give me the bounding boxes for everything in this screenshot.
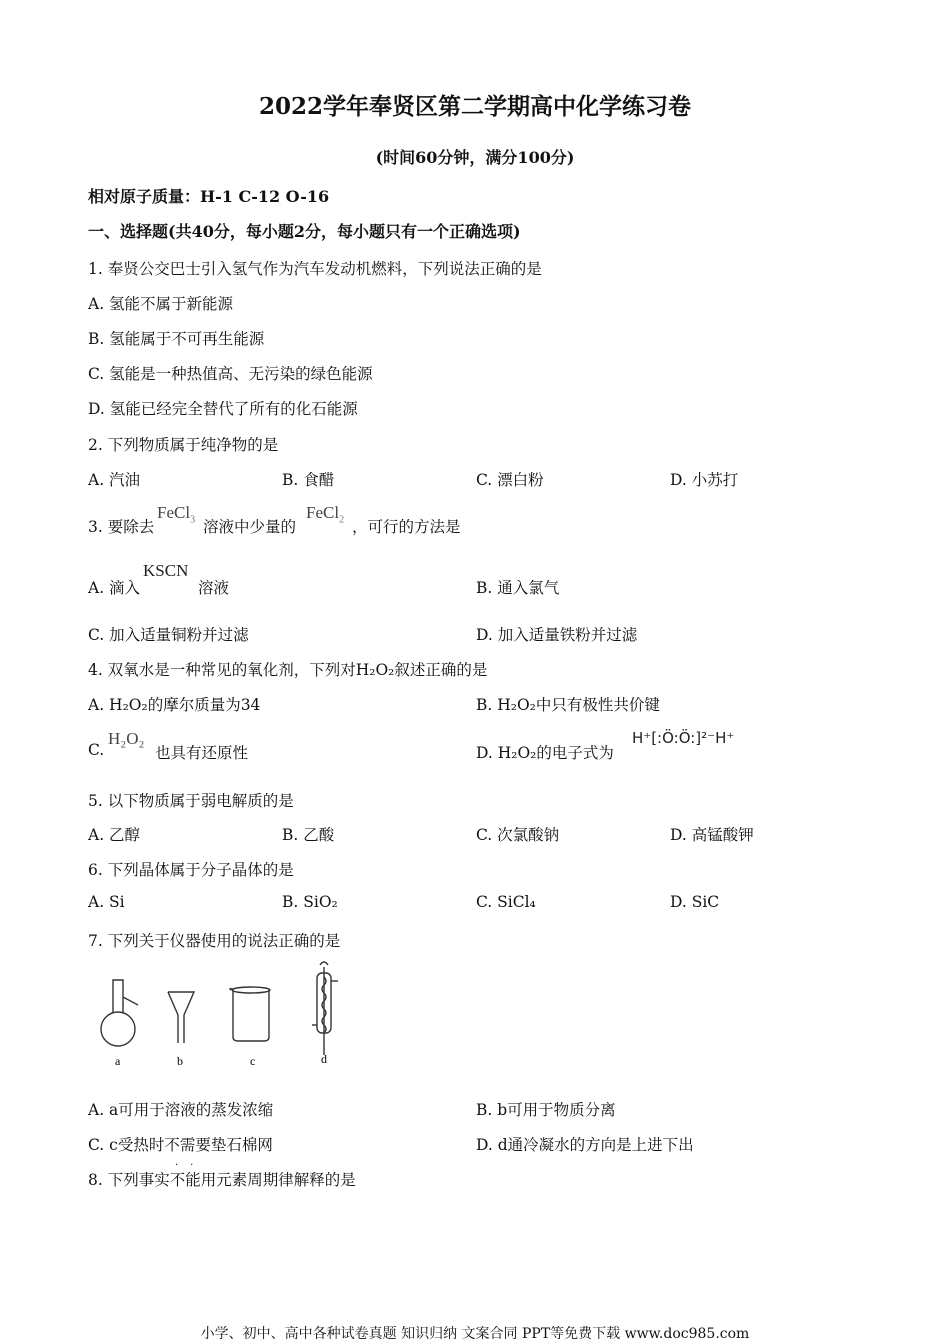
q3-stem-post: ，可行的方法是 [352,518,461,536]
q4-option-b: B. H₂O₂中只有极性共价键 [476,696,660,714]
page-title: 2022学年奉贤区第二学期高中化学练习卷 [258,93,691,120]
atomic-mass-line: 相对原子质量：H-1 C-12 O-16 [88,187,330,206]
q3-stem-pre: 3. 要除去 [88,518,155,536]
funnel-icon [168,992,194,1043]
q6-option-c: C. SiCl₄ [476,893,536,911]
q3-stem-mid: 溶液中少量的 [203,518,297,536]
q3-option-b: B. 通入氯气 [476,579,560,597]
q4-formula-h2o2: H₂O₂ [108,729,145,748]
electron-formula: H⁺[:Ö:Ö:]²⁻H⁺ [632,729,735,747]
apparatus-label-b: b [177,1054,183,1068]
q1-option-d: D. 氢能已经完全替代了所有的化石能源 [88,400,358,418]
apparatus-label-d: d [321,1052,327,1066]
q4-option-c-pre: C. [88,741,105,759]
q7-option-d: D. d通冷凝水的方向是上进下出 [476,1136,694,1154]
q4-option-d: D. H₂O₂的电子式为 [476,744,614,762]
q5-option-b: B. 乙酸 [282,826,335,844]
q3-formula-fecl3: FeCl$_3$ [157,503,196,526]
q3-formula-fecl2: FeCl$_2$ [306,503,345,526]
q7-option-c: C. c受热时不需要垫石棉网 [88,1136,273,1154]
q8-stem: 8. 下列事实不能用元素周期律解释的是 [88,1171,356,1189]
q7-stem: 7. 下列关于仪器使用的说法正确的是 [88,932,341,950]
q4-option-a: A. H₂O₂的摩尔质量为34 [88,696,261,714]
q1-option-b: B. 氢能属于不可再生能源 [88,330,265,348]
q7-option-a: A. a可用于溶液的蒸发浓缩 [88,1101,274,1119]
q6-stem: 6. 下列晶体属于分子晶体的是 [88,861,294,879]
apparatus-label-c: c [250,1054,256,1068]
q5-stem: 5. 以下物质属于弱电解质的是 [88,792,294,810]
footer-banner: 小学、初中、高中各种试卷真题 知识归纳 文案合同 PPT等免费下载 www.doc985.com [200,1326,750,1342]
q6-option-b: B. SiO₂ [282,893,338,911]
q5-option-d: D. 高锰酸钾 [670,826,754,844]
q7-option-b: B. b可用于物质分离 [476,1101,616,1119]
q3-option-c: C. 加入适量铜粉并过滤 [88,626,249,644]
q2-option-c: C. 漂白粉 [476,471,544,489]
q2-option-a: A. 汽油 [88,471,141,489]
q3-option-a-post: 溶液 [198,579,230,597]
beaker-icon [230,987,270,1041]
q2-option-b: B. 食醋 [282,471,335,489]
q2-stem: 2. 下列物质属于纯净物的是 [88,436,279,454]
q6-option-a: A. Si [88,893,125,911]
distillation-flask-icon [101,980,138,1046]
lab-apparatus-figure [88,955,358,1075]
q5-option-a: A. 乙醇 [88,826,141,844]
q3-option-a-pre: A. 滴入 [88,579,141,597]
q1-option-c: C. 氢能是一种热值高、无污染的绿色能源 [88,365,373,383]
q5-option-c: C. 次氯酸钠 [476,826,560,844]
q6-option-d: D. SiC [670,893,720,911]
apparatus-label-a: a [115,1054,121,1068]
q1-option-a: A. 氢能不属于新能源 [88,295,234,313]
q3-formula-kscn: KSCN [143,561,189,580]
condenser-icon [312,962,338,1055]
section-heading: 一、选择题(共40分，每小题2分，每小题只有一个正确选项) [88,222,521,241]
q4-option-c-post: 也具有还原性 [155,744,249,762]
q1-stem: 1. 奉贤公交巴士引入氢气作为汽车发动机燃料，下列说法正确的是 [88,260,542,278]
exam-info: (时间60分钟，满分100分) [375,148,575,167]
q2-option-d: D. 小苏打 [670,471,739,489]
q3-option-d: D. 加入适量铁粉并过滤 [476,626,638,644]
q4-stem: 4. 双氧水是一种常见的氧化剂，下列对H₂O₂叙述正确的是 [88,661,488,679]
emphasis-dots: ·· [175,1160,206,1171]
